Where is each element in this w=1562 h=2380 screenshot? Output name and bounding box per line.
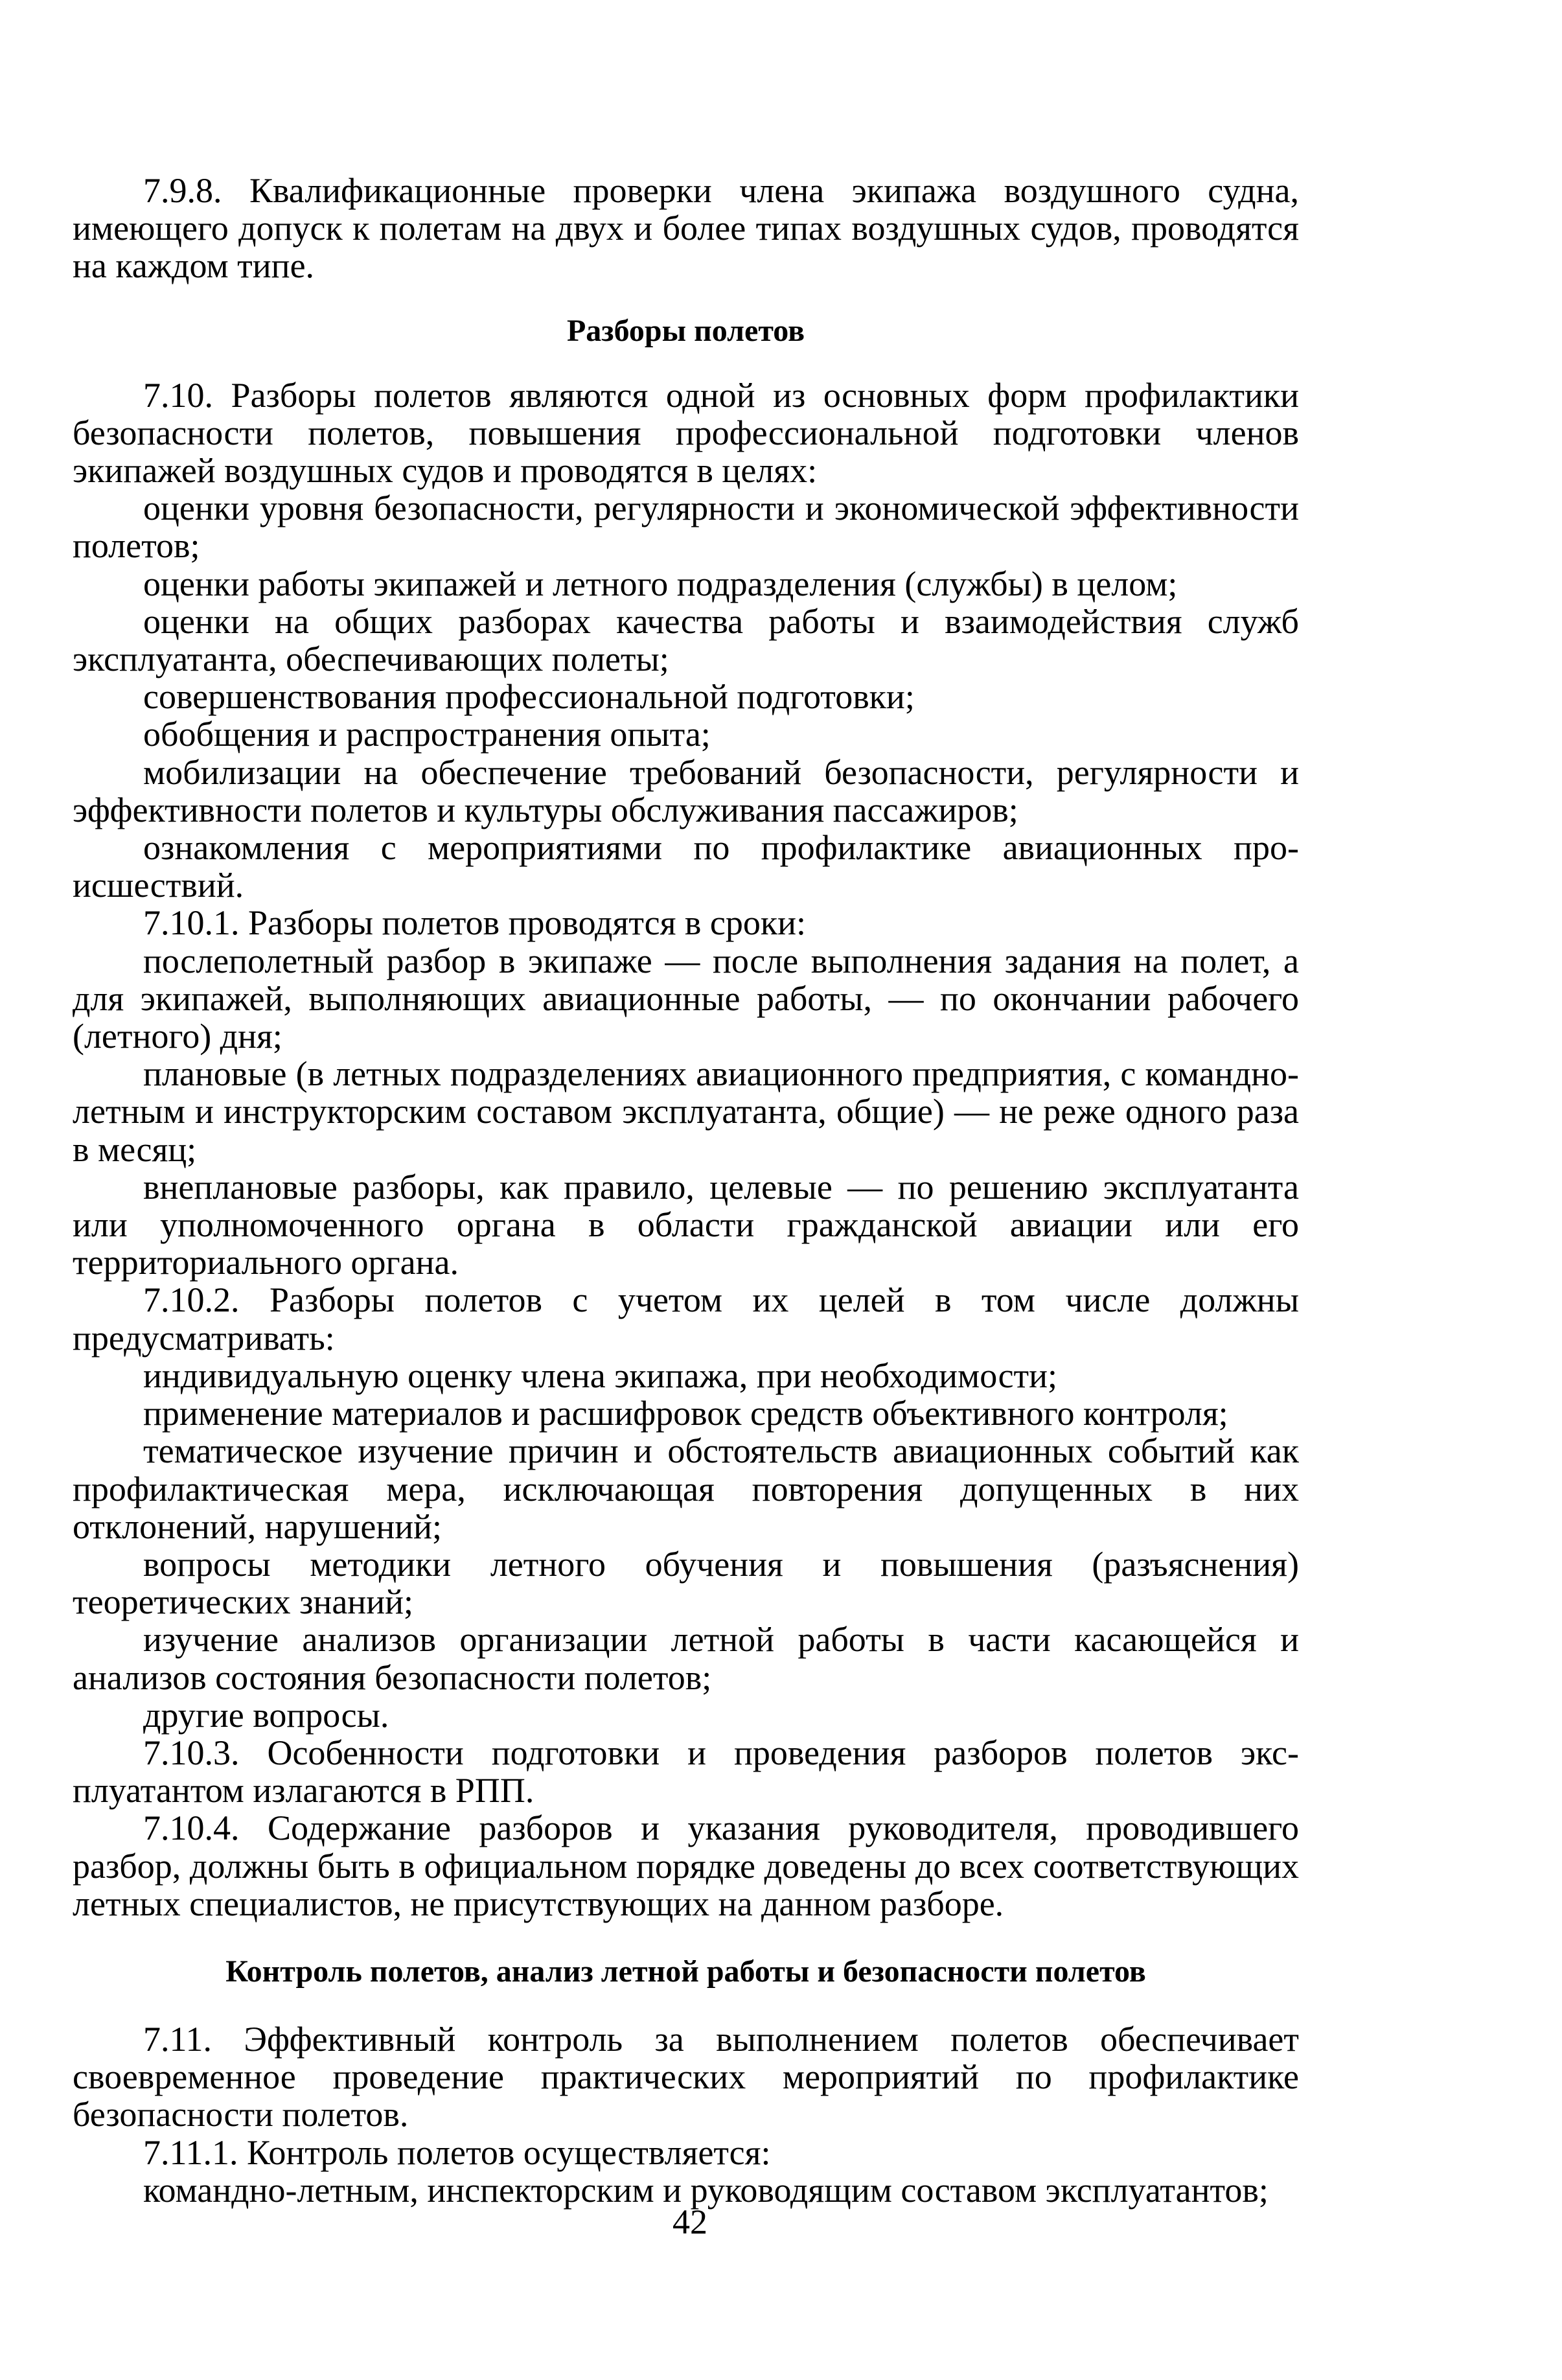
section-heading-flight-debriefings: Разборы полетов: [566, 313, 805, 348]
paragraph-7-10: 7.10. Разборы полетов являются одной из основных форм профилактики безопасности полетов, повышения профессиональной подготовки членов экипажей воздушных судов и проводятся в целях:: [73, 375, 1299, 491]
list-item: применение материалов и расшифровок средств объективного контроля;: [143, 1394, 1228, 1433]
paragraph-7-10-2: 7.10.2. Разборы полетов с учетом их целей в том числе должны предусматривать:: [73, 1280, 1299, 1358]
list-item: плановые (в летных подразделениях авиационного предприятия, с командно-летным и инструкторским составом эксплуатанта, общие) — не реже одного раза в месяц;: [73, 1054, 1299, 1169]
list-item: тематическое изучение причин и обстоятельств авиационных событий как профилактическая мера, исключающая повторения допущенных в них отклонений, нарушений;: [73, 1431, 1299, 1546]
paragraph-7-10-1: 7.10.1. Разборы полетов проводятся в сроки:: [143, 903, 807, 943]
section-heading-flight-control: Контроль полетов, анализ летной работы и безопасности полетов: [225, 1954, 1146, 1989]
list-item: послеполетный разбор в экипаже — после выполнения задания на полет, а для экипажей, выполняющих авиационные работы, — по окончании рабочего (летного) дня;: [73, 941, 1299, 1056]
list-item: оценки работы экипажей и летного подразделения (службы) в целом;: [143, 564, 1178, 603]
paragraph-7-11: 7.11. Эффективный контроль за выполнением полетов обеспечивает своевременное проведение практических мероприятий по профилактике безопасности полетов.: [73, 2019, 1299, 2134]
list-item: индивидуальную оценку члена экипажа, при необходимости;: [143, 1356, 1058, 1395]
list-item: совершенствования профессиональной подготовки;: [143, 677, 915, 717]
list-item: внеплановые разборы, как правило, целевые — по решению эксплуатанта или уполномоченного органа в области гражданской авиации или его территориального органа.: [73, 1167, 1299, 1282]
paragraph-7-10-3: 7.10.3. Особенности подготовки и проведения разборов полетов эксплуатантом излагаются в РПП.: [73, 1733, 1299, 1810]
paragraph-7-10-4: 7.10.4. Содержание разборов и указания руководителя, проводившего разбор, должны быть в официальном порядке доведены до всех соответствующих летных специалистов, не присутствующих на данном разборе.: [73, 1808, 1299, 1923]
list-item: вопросы методики летного обучения и повышения (разъяснения) теоретических знаний;: [73, 1544, 1299, 1622]
document-page: [73, 172, 1299, 2209]
list-item: командно-летным, инспекторским и руководящим составом эксплуатантов;: [143, 2170, 1269, 2210]
paragraph-7-9-8: 7.9.8. Квалификационные проверки члена экипажа воздушного судна, имеющего допуск к полетам на двух и более типах воздушных судов, проводятся на каждом типе.: [73, 171, 1299, 286]
list-item: другие вопросы.: [143, 1695, 389, 1735]
paragraph-7-11-1: 7.11.1. Контроль полетов осуществляется:: [143, 2132, 771, 2172]
list-item: ознакомления с мероприятиями по профилактике авиационных происшествий.: [73, 828, 1299, 905]
list-item: обобщения и распространения опыта;: [143, 715, 711, 754]
page-number: 42: [672, 2202, 707, 2241]
list-item: оценки уровня безопасности, регулярности и экономической эффективности полетов;: [73, 489, 1299, 566]
list-item: оценки на общих разборах качества работы и взаимодействия служб эксплуатанта, обеспечивающих полеты;: [73, 601, 1299, 679]
list-item: изучение анализов организации летной работы в части касающейся и анализов состояния безопасности полетов;: [73, 1620, 1299, 1697]
list-item: мобилизации на обеспечение требований безопасности, регулярности и эффективности полетов и культуры обслуживания пассажиров;: [73, 752, 1299, 829]
